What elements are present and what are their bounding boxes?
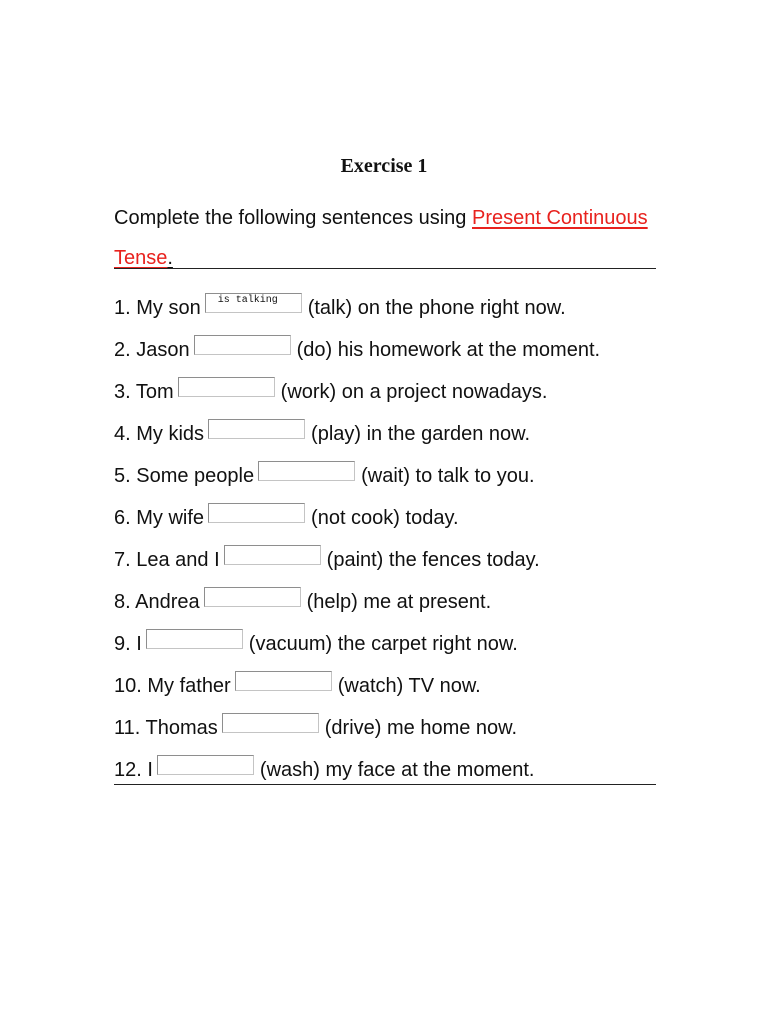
item-prompt: 6. My wife	[114, 507, 205, 529]
answer-field-6[interactable]	[208, 503, 305, 523]
instructions	[114, 198, 656, 278]
answer-field-11[interactable]	[222, 713, 319, 733]
item-prompt: 7. Lea and I	[114, 549, 220, 571]
item-rest: (work) on a project nowadays.	[280, 381, 548, 403]
item-rest: (drive) me home now.	[324, 717, 518, 739]
item-rest: (do) his homework at the moment.	[296, 339, 601, 361]
item-rest: (wait) to talk to you.	[361, 465, 535, 487]
instructions-suffix: .	[167, 247, 173, 269]
exercise-item-3	[114, 371, 674, 413]
answer-field-4[interactable]	[208, 419, 305, 439]
bottom-divider	[114, 784, 656, 785]
item-rest: (paint) the fences today.	[326, 549, 540, 571]
item-rest: (play) in the garden now.	[311, 423, 531, 445]
item-rest: (not cook) today.	[311, 507, 459, 529]
exercise-list	[114, 287, 674, 791]
item-prompt: 2. Jason	[114, 339, 190, 361]
exercise-item-6	[114, 497, 674, 539]
item-rest: (vacuum) the carpet right now.	[248, 633, 518, 655]
item-prompt: 12. I	[114, 759, 153, 781]
exercise-item-4	[114, 413, 674, 455]
item-rest: (wash) my face at the moment.	[259, 759, 535, 781]
instructions-prefix: Complete the following sentences using	[114, 207, 472, 229]
item-prompt: 10. My father	[114, 675, 231, 697]
item-prompt: 1. My son	[114, 297, 201, 319]
answer-field-9[interactable]	[146, 629, 243, 649]
item-prompt: 8. Andrea	[114, 591, 200, 613]
answer-field-2[interactable]	[194, 335, 291, 355]
answer-field-3[interactable]	[178, 377, 275, 397]
exercise-item-8	[114, 581, 674, 623]
answer-field-10[interactable]	[235, 671, 332, 691]
exercise-item-9	[114, 623, 674, 665]
item-rest: (help) me at present.	[306, 591, 492, 613]
item-rest: (talk) on the phone right now.	[307, 297, 566, 319]
exercise-item-5	[114, 455, 674, 497]
answer-field-12[interactable]	[157, 755, 254, 775]
exercise-item-2	[114, 329, 674, 371]
answer-field-8[interactable]	[204, 587, 301, 607]
exercise-item-11	[114, 707, 674, 749]
item-prompt: 9. I	[114, 633, 142, 655]
instructions-tense: Present Continuous Tense	[114, 207, 648, 269]
answer-field-7[interactable]	[224, 545, 321, 565]
exercise-item-1	[114, 287, 674, 329]
item-prompt: 5. Some people	[114, 465, 255, 487]
exercise-title: Exercise 1	[340, 155, 428, 177]
item-rest: (watch) TV now.	[337, 675, 481, 697]
answer-field-1[interactable]: is talking	[205, 293, 302, 313]
item-prompt: 3. Tom	[114, 381, 174, 403]
item-prompt: 11. Thomas	[114, 717, 218, 739]
item-prompt: 4. My kids	[114, 423, 205, 445]
answer-field-5[interactable]	[258, 461, 355, 481]
exercise-item-7	[114, 539, 674, 581]
top-divider	[114, 268, 656, 269]
exercise-item-10	[114, 665, 674, 707]
